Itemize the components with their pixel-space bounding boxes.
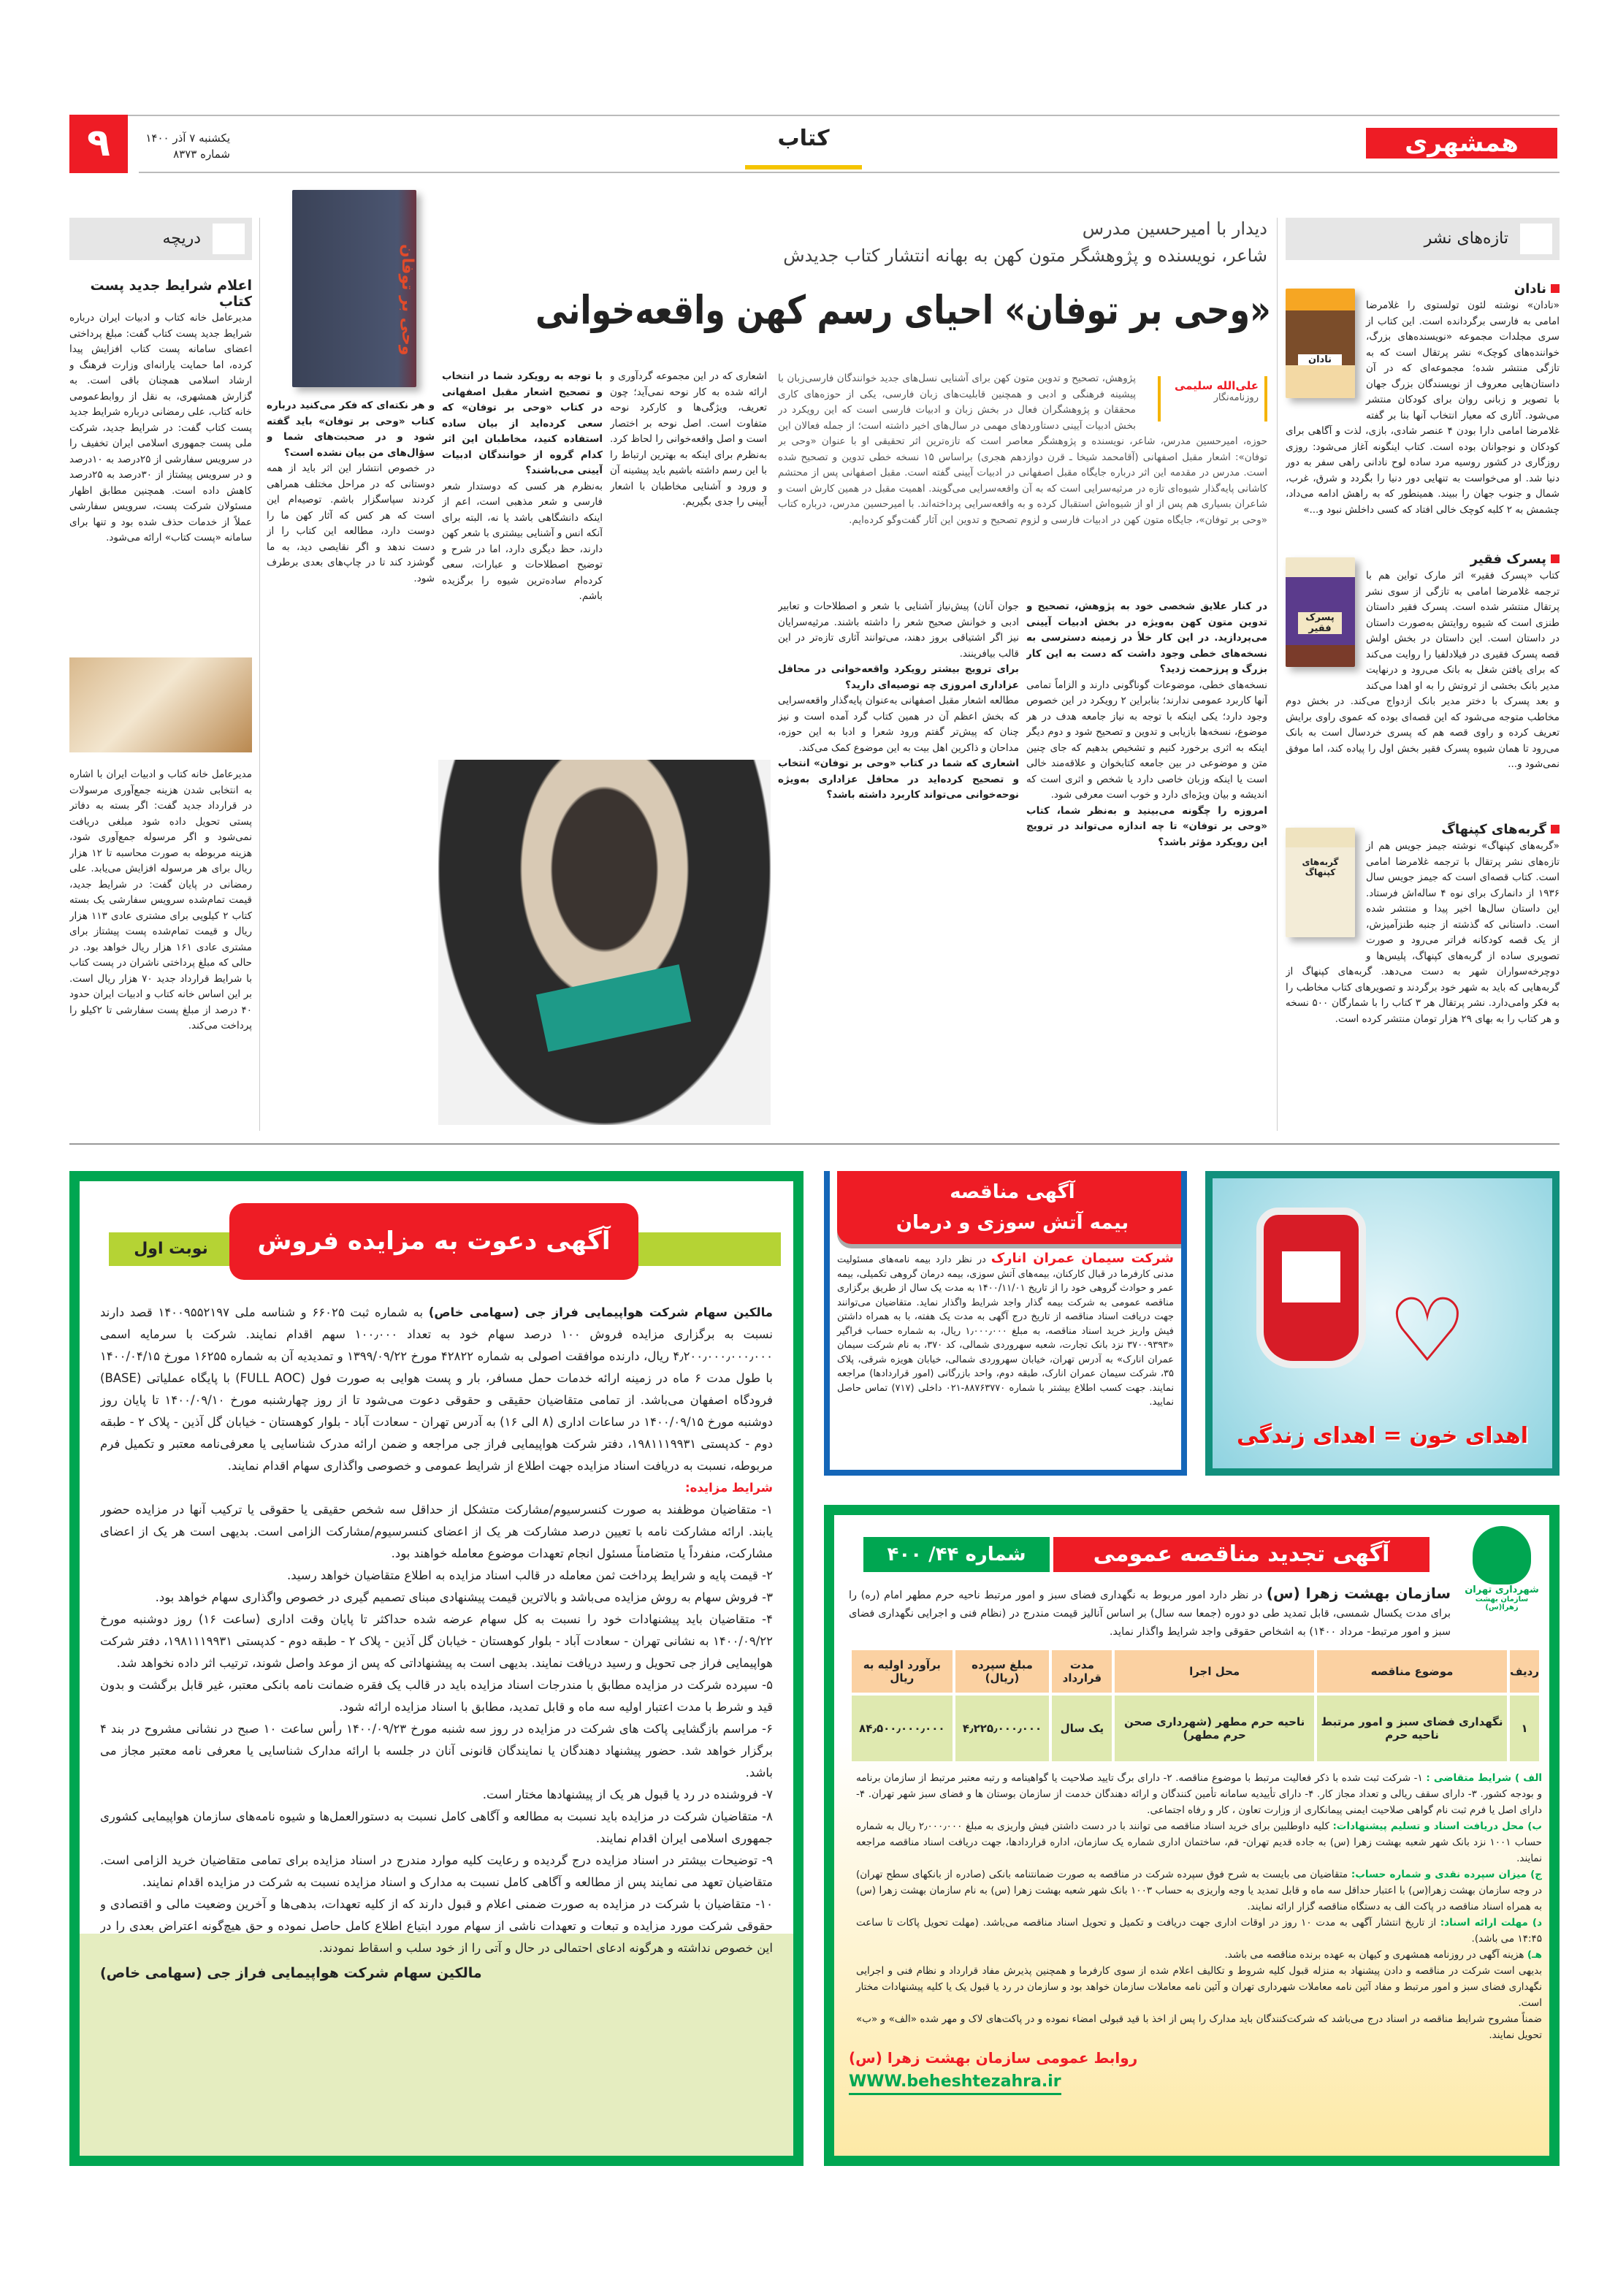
insurance-ad-body: شرکت سیمان عمران انارک در نظر دارد بیمه نامه‌های مسئولیت مدنی کارفرما در قبال کارکنان، بیمه‌های آتش سوزی، بیمه درمان گروهی تکمیلی، بیمه عمر و حوادث گروهی خود را از تاریخ ۱۴۰۰/۱۱/۰۱ به مدت یک سال از طریق برگزاری مناقصه عمومی به شرکت بیمه گذار واجد شرایط واگذار نماید. متقاضیان می‌توانند جهت دریافت اسناد مناقصه از تاریخ درج آگهی به مدت یک هفته، با به همراه داشتن فیش واریز خرید اسناد مناقصه، به مبلغ ۱٫۰۰۰٫۰۰۰ ریال، به شماره حساب فراگیر «۳۷۰۰۹۳۹۳ نزد بانک تجارت، شعبه سهروردی شمالی، کد ۳۷۰، به نام شرکت سیمان عمران انارک» به آدرس تهران، خیابان سهروردی شمالی، خیابان هویزه شرقی، پلاک ۳۵، شرکت سیمان عمران انارک، طبقه دوم، واحد بازرگانی (امور قراردادها) مراجعه نمایند. جهت کسب اطلاع بیشتر با شماره ۸۸۷۶۳۷۷۰-۰۲۱ داخلی (۷۱۷) تماس حاصل نمایید. (837, 1251, 1175, 1408)
article-headline-wrap (438, 281, 1271, 347)
auction-round-tag: نوبت اول (134, 1240, 208, 1258)
article-column-1: در کنار علایق شخصی خود به پژوهش، تصحیح و تدوین متون کهن به‌ویژه در بخش ادبیات آیینی می‌پردازید. در این کار خلأ در زمینه دسترسی به نسخه‌های خطی وجود داشت که دست به این کار بزرگ و پرزحمت زدید؟ نسخه‌های خطی، موضوعات گوناگونی دارند و الزاماً تمامی آنها کاربرد عمومی ندارند؛ بنابراین ۲ رویکرد در این خصوص وجود دارد؛ یکی اینکه با توجه به نیاز جامعه هدف در هر موضوع، نسخه‌ها بازیابی و تدوین و تصحیح شود و دوم دیگر اینکه به اثری برخورد کنیم و تشخیص بدهیم که جای چنین متن و موضوعی در بین جامعه کتابخوان و علاقه‌مند خالی است یا اینکه وزبان خاصی دارد یا شخص و اثری است که اندیشه و بیان ویژه‌ای دارد و خوب است معرفی شود. امروزه را چگونه می‌بینید و به‌نظر شما، کتاب «وحی بر توفان» تا چه اندازه می‌تواند در ترویج این رویکرد مؤثر باشد؟ (1026, 600, 1267, 848)
auction-owners: مالکین سهام شرکت هواپیمایی فراز جی (سهامی خاص) (428, 1305, 773, 1319)
window-text-2: مدیرعامل خانه کتاب و ادبیات ایران با اشاره به انتخابی شدن هزینه جمع‌آوری مرسولات در قرارداد جدید گفت: اگر بسته به دفاتر پستی تحویل داده شود مبلغی دریافت نمی‌شود و اگر مرسوله جمع‌آوری شود، هزینه مربوطه به صورت محاسبه تا ۱۲ هزار ریال برای هر مرسوله افزایش می‌یابد. علی رمضانی در پایان گفت: در شرایط جدید، قیمت تمام‌شده سرویس سفارشی یک بسته کتاب ۲ کیلویی برای مشتری عادی ۱۱۳ هزار ریال و قیمت تمام‌شده پست پیشتاز برای مشتری عادی ۱۶۱ هزار ریال خواهد بود. در حالی که مبلغ پرداختی ناشران در پست کتاب با شرایط قرارداد جدید ۷۰ هزار ریال است. بر این اساس خانه کتاب و ادبیات ایران حدود ۴۰ درصد از مبلغ پست سفارشی تا ۲کیلو را پرداخت می‌کند. (69, 768, 252, 1031)
header-rule-bottom (139, 172, 1560, 173)
window-text-1: مدیرعامل خانه کتاب و ادبیات ایران درباره شرایط جدید پست کتاب گفت: مبلغ پرداختی اعضای سامانه پست کتاب افزایش پیدا کرده، اما حمایت یارانه‌ای وزارت فرهنگ و ارشاد اسلامی همچنان باقی است. به گزارش همشهری، به نقل از روابط‌عمومی خانه کتاب، علی رمضانی درباره شرایط جدید پست کتاب گفت: در شرایط جدید، شرکت ملی پست جمهوری اسلامی ایران تخفیف را در سرویس سفارشی از ۲۵درصد به ۱۰درصد و در سرویس پیشتاز از ۳۰درصد به ۲۵درصد کاهش داده است. همچنین مطابق اظهار مسئولان شرکت پست، سرویس سفارشی عملاً از خدمات حذف شده بود و تنها برای سامانه «پست کتاب» ارائه می‌شود. (69, 312, 252, 544)
new-releases-list (1286, 281, 1560, 1129)
tender-table (849, 1647, 1542, 1764)
tender-signature: روابط عمومی سازمان بهشت زهرا (س) (849, 2049, 1138, 2067)
open-book-in-photo (536, 964, 691, 1052)
article-column-2: جوان آنان) پیش‌نیاز آشنایی با شعر و اصطلاحات و تعابیر ادبی و خوانش صحیح شعر را داشته باشند. مرثیه‌سرایان نیز اگر اشتیاقی بروز دهند، می‌توانند آثاری تازه‌تر در این قالب بیافرینند. برای ترویج بیشتر رویکرد واقعه‌خوانی در محافل عزاداری امروزی چه توصیه‌ای دارید؟ مطالعه اشعار مقبل اصفهانی به‌عنوان پایه‌گذار واقعه‌سرایی که بخش اعظم آن در همین کتاب گرد آمده است و نیز چنان که پیش‌تر گفتم ورود شعرا و ادبا به این حوزه، مداحان و ذاکرین اهل بیت به این موضوع کمک می‌کند. اشعاری که شما در کتاب «وحی بر توفان» انتخاب و تصحیح کرده‌اید در محافل عزاداری به‌ویژه نوحه‌خوانی می‌تواند کاربرد داشته باشد؟ (778, 600, 1019, 801)
book-cover-image: وحی بر توفان (292, 190, 416, 387)
blood-donation-ad (1205, 1171, 1560, 1476)
book-item (1286, 822, 1560, 1129)
tender-ad-title: آگهی تجدید مناقصه عمومی (1053, 1537, 1429, 1572)
auction-ad (69, 1171, 804, 2166)
tender-ad-body (849, 1584, 1542, 2148)
article-kicker-2: شاعر، نویسنده و پژوهشگر متون کهن به بهانه انتشار کتاب جدیدش (783, 245, 1267, 266)
tender-conditions: الف ) شرایط متقاضی : ۱- شرکت ثبت شده با ذکر فعالیت مرتبط با موضوع مناقصه. ۲- دارای برگ تایید صلاحیت یا گواهینامه و رتبه معتبر مرتبط از سازمان برنامه و بودجه کشور. ۳- دارای سقف ریالی و تعداد مجاز کار. ۴- دارای تأییدیه سامانه تأمین کنندگان و ارائه دهندگان خدمت از سازمان بوستان ها و فضای سبز شهر تهران. ۴- دارای اصل یا فرم ثبت نام گواهی صلاحیت ایمنی پیمانکاری از وزارت تعاون ، کار و رفاه اجتماعی. ب) محل دریافت اسناد و تسلیم پیشنهادات: کلیه داوطلبین برای خرید اسناد مناقصه می توانند با در دست داشتن فیش واریزی به مبلغ ۲٫۰۰۰٫۰۰۰ ریال به شماره حساب ۱۰۰۱ نزد بانک شهر شعبه بهشت زهرا (س) به جاده قدیم تهران- قم، ساختمان اداری شماره یک سازمان، اداره قراردادها، جهت دریافت اسناد مناقصه مراجعه نمایند. ج) میزان سپرده نقدی و شماره حساب: متقاضیان می بایست به شرح فوق سپرده شرکت در مناقصه به صورت ضمانتنامه بانکی (صادره از بانکهای سطح تهران) در وجه سازمان بهشت زهرا(س) با اعتبار حداقل سه ماه و قابل تمدید یا وجه واریزی به حساب ۱۰۰۳ بانک شهر شعبه بهشت زهرا (س) به نام سازمان بهشت زهرا (س) به همراه اسناد مناقصه در پاکت الف به دستگاه مناقصه گزار ارائه نمایند. د) مهلت ارائه اسناد: از تاریخ انتشار آگهی به مدت ۱۰ روز در اوقات اداری جهت دریافت و تکمیل و تحویل اسناد مناقصه می‌باشد. (مهلت تحویل پاکات تا ساعت ۱۴:۴۵ می باشد). هـ) هزینه آگهی در روزنامه همشهری و کیهان به عهده برنده مناقصه می باشد. بدیهی است شرکت در مناقصه و دادن پیشنهاد به منزله قبول کلیه شروط و تکالیف اعلام شده از سوی کارفرما و همچنین پذیرش مفاد قرارداد و نظام فنی و اجرایی نگهداری فضای سبز و امور مرتبط و مفاد آئین نامه معاملات شهرداری تهران و آئین نامه معاملات سازمان خواهد بود و سازمان در رد یا قبول یک یا کلیه پیشنهادات مختار است. ضمناً مشروح شرایط مناقصه در اسناد درج می‌باشد که شرکت‌کنندگان باید مدارک را پس از اخذ با قید قبولی امضاء نموده و در پاکت‌های لاک و مهر شده «الف» و «ب» تحویل نمایند. (856, 1772, 1543, 2041)
issue-number: شماره ۸۳۷۳ (173, 148, 230, 161)
book-title: پسرک فقیر (1286, 552, 1560, 567)
article-kicker-1: دیدار با امیرحسین مدرس (1082, 218, 1267, 239)
column-divider (259, 218, 260, 1131)
book-cover-image: نادان (1286, 289, 1355, 398)
article-headline: «وحی بر توفان» احیای رسم کهن واقعه‌خوانی (535, 287, 1271, 333)
book-title: نادان (1286, 281, 1560, 297)
new-releases-title: تازه‌های نشر (1424, 229, 1508, 248)
book-description: کتاب «پسرک فقیر» اثر مارک تواین هم با ترجمه غلامرضا امامی به تازگی از سوی نشر پرتقال منتشر شده است. پسرک فقیر داستان طنزی است که شیوه روایتش به‌صورت داستان در داستان است. این داستان در بخش اولش قصه پسرک فقیری در فیلادلفیا را روایت می‌کند که برای یافتن شغل به بانک می‌رود و درنهایت مدیر بانک بخشی از ثروتش را به او اهدا می‌کند و بعد پسرک با دختر مدیر بانک ازدواج می‌کند. در بخش دوم مخاطب متوجه می‌شود که این قصه‌ای بوده که عموی راوی برایش تعریف کرده و راوی قصه هم که پسری خردسال است به بانک می‌رود تا همان شیوه پسرک فقیر بخش اول را پیاده کند، اما موفق نمی‌شود و... (1286, 570, 1560, 770)
auction-conditions-title: شرایط مزایده: (685, 1481, 773, 1495)
window-column-title: دریچه (162, 229, 201, 248)
issue-date: یکشنبه ۷ آذر ۱۴۰۰ (145, 131, 230, 145)
book-cover-image: گربه‌های کپنهاگ (1286, 828, 1355, 937)
header-rule-top (69, 115, 1560, 116)
book-description: «نادان» نوشته لئون تولستوی را غلامرضا امامی به فارسی برگردانده است. این کتاب از سری مجلدات مجموعه «نویسنده‌های بزرگ، خواننده‌های کوچک» نشر پرتقال است که به تازگی منتشر شده؛ مجموعه‌ای که در آن داستان‌هایی معروف از نویسندگان بزرگ جهان با تصویر و زبانی روان برای کودکان منتشر می‌شود. آثاری که معیار انتخاب آنها بنا بر گفته غلامرضا امامی دارا بودن ۴ عنصر شادی، بازی، لذت و آگاهی برای کودکان و نوجوانان بوده است. کتاب اینگونه آغاز می‌شود: روزی روزگاری در کشور روسیه مرد ساده لوح نادانی راهی سفر به دور دنیا شد. او می‌خواست به تنهایی دور دنیا را بگردد و شرق، غرب، شمال و جنوب جهان را ببیند. همینطور که به راهش ادامه می‌داد، چشمش به ۲ کلبه کوچک خالی افتاد که کسی داخلش نبود و...» (1286, 300, 1560, 516)
auction-signature: مالکین سهام شرکت هواپیمایی فراز جی (سهامی خاص) (100, 1965, 482, 1981)
cemetery-tender-ad (824, 1505, 1560, 2166)
heart-icon: ♡ (1388, 1281, 1467, 1382)
book-title: گربه‌های کپنهاگ (1286, 822, 1560, 837)
section-underline (745, 165, 862, 169)
author-name: علی‌الله سلیمی (1175, 379, 1259, 392)
new-releases-header (1286, 218, 1560, 260)
column-divider (1277, 218, 1278, 1131)
window-column-header (69, 218, 252, 260)
table-row: ۱ نگهداری فضای سبز و امور مرتبط ناحیه حرم ناحیه حرم مطهر (شهرداری صحن حرم مطهر) یک سال ۴٫۲۲۵٫۰۰۰٫۰۰۰ ۸۴٫۵۰۰٫۰۰۰٫۰۰۰ (852, 1696, 1539, 1761)
page-number: ۹ (69, 115, 128, 173)
book-description: «گربه‌های کپنهاگ» نوشته جیمز جویس هم از تازه‌های نشر پرتقال با ترجمه غلامرضا امامی است. کتاب قصه‌ای است که جیمز جویس سال ۱۹۳۶ از دانمارک برای نوه ۴ ساله‌اش فرستاد. این داستان سال‌ها اخیر پیدا و منتشر شده است. داستانی که گذشته از جنبه طنزآمیزش، از یک قصه کودکانه فراتر می‌رود و صورت تصویری ساده از گربه‌های کپنهاگ، پلیس‌ها و دوچرخه‌سواران شهر به دست می‌دهد. گربه‌های کپنهاگ از گربه‌هایی که باید به شهر خود برگردند و تصویرهای کتاب مخاطب را به فکر وامی‌دارد. نشر پرتقال هر ۳ کتاب را با شمارگان ۵۰۰ نسخه و هر کتاب را به بهای ۲۹ هزار تومان منتشر کرده است. (1286, 840, 1560, 1025)
newspaper-logo: همشهری (1366, 128, 1557, 159)
section-title: کتاب (777, 126, 830, 151)
book-parcel-photo (69, 657, 252, 752)
book-item (1286, 552, 1560, 822)
table-header-row: ردیف موضوع مناقصه محل اجرا مدت قرارداد مبلغ سپرده (ریال) برآورد اولیه به ریال (852, 1650, 1539, 1693)
article-column-5: و هر نکته‌ای که فکر می‌کنید درباره کتاب «وحی بر توفان» باید گفته شود و در صحبت‌های شما و سؤال‌های من بیان نشده است؟ در خصوص انتشار این اثر باید از همه دوستانی که در مراحل مختلف همراهی کردند سپاسگزار باشم. توصیه‌ام این است که هر کس که آثار کهن ما را دوست دارد، مطالعه این کتاب را از دست ندهد و اگر نقایصی دید، به ما گوشزد کند تا در چاپ‌های بعدی برطرف شود. (267, 400, 435, 584)
page-divider (69, 1143, 1560, 1145)
insurance-ad (824, 1171, 1187, 1476)
author-role: روزنامه‌نگار (1213, 392, 1259, 403)
book-item (1286, 281, 1560, 552)
window-headline: اعلام شرایط جدید پست کتاب (90, 278, 252, 310)
insurance-ad-title: آگهی مناقصه بیمه آتش سوزی و درمان (837, 1171, 1187, 1244)
blood-bag-icon (1256, 1208, 1366, 1368)
article-column-3: اشعاری که در این مجموعه گردآوری و ارائه شده به کار نوحه نمی‌آید؛ چون تعریف، ویژگی‌ها و کارکرد نوحه متفاوت است. اصل نوحه بر اختصار است و اصل واقعه‌خوانی را لحاظ کرد. به‌نظرم برای اینکه به بهترین ارتباط را با این رسم داشته باشیم باید پیشینه آن و ورود و آشنایی مخاطبان با اشعار آیینی را جدی بگیریم. (610, 370, 767, 508)
insurance-company: شرکت سیمان عمران انارک (990, 1251, 1174, 1266)
interviewee-photo (438, 760, 771, 1125)
tender-website-link[interactable]: WWW.beheshtezahra.ir (849, 2071, 1061, 2095)
auction-ad-title: آگهی دعوت به مزایده فروش سهام (229, 1203, 638, 1280)
article-intro: پژوهش، تصحیح و تدوین متون کهن برای آشنایی نسل‌های جدید خوانندگان فارسی‌زبان با پیشینه فرهنگی و ادبی و همچنین قابلیت‌های زبان فارسی، یکی از حوزه‌های کاری محققان و پژوهشگران فعال در بخش زبان و ادبیات فارسی است که این رویکرد در بخش ادبیات آیینی دستاوردهای مهمی در سال‌های اخیر داشته است؛ از جمله فعالان این حوزه، امیرحسین مدرس، شاعر، نویسنده و پژوهشگر معاصر است که تازه‌ترین اثر تحقیقی او با عنوان «وحی بر توفان»: اشعار مقبل اصفهانی (آقامحمد شیخا ـ قرن دوازدهم هجری) براساس ۱۵ نسخه خطی تدوین و تصحیح شده است. مدرس در مقدمه این اثر درباره جایگاه مقبل اصفهانی در ادبیات آیینی گفته است. مقبل اصفهانی پس از محتشم کاشانی پایه‌گذار شیوه‌ای تازه در مرثیه‌سرایی است که به آن واقعه‌سرایی می‌گویند. اهمیت مقبل در همین کارش است و شاعران بسیاری هم پس از او از شیوه‌اش استقبال کرده و به واقعه‌سرایی پرداخته‌اند. با امیرحسین مدرس، درباره کتاب «وحی بر توفان»، جایگاه متون کهن در ادبیات فارسی و لزوم تصحیح و تدوین این آثار گفت‌وگو کرده‌ایم. (778, 373, 1267, 526)
issue-info (135, 130, 230, 162)
tender-intro: سازمان بهشت زهرا (س) در نظر دارد امور مربوط به نگهداری فضای سبز و امور مرتبط ناحیه حرم مطهر امام (ره) را برای مدت یکسال شمسی، قابل تمدید طی دو دوره (جمعا سه سال) بر اساس آنالیز قیمت مندرج در (نظام فنی و اجرایی نگهداری فضای سبز و امور مرتبط- مرداد ۱۴۰۰) به اشخاص حقوقی واجد شرایط واگذار نماید. (849, 1584, 1451, 1638)
blood-donation-slogan: اهدای خون = اهدای زندگی (1237, 1423, 1528, 1449)
tender-number: شماره ۴۴/ ۴۰۰ (863, 1537, 1050, 1572)
tehran-municipality-logo: شهرداری تهران سازمان بهشت زهرا(س) (1462, 1526, 1542, 1612)
auction-ad-body: مالکین سهام شرکت هواپیمایی فراز جی (سهامی خاص) به شماره ثبت ۶۶۰۲۵ و شناسه ملی ۱۴۰۰۹۵۵۲۱۹۷ قصد دارند نسبت به برگزاری مزایده فروش ۱۰۰ درصد سهام خود به تعداد ۱۰۰٫۰۰۰ سهم اقدام نمایند. شرکت با سرمایه اسمی ۴٫۲۰۰٫۰۰۰٫۰۰۰٫۰۰۰ ریال، دارنده موافقت اصولی به شماره ۴۲۸۲۲ مورخ ۱۳۹۹/۰۹/۲۲ و تمدیدیه آن به شماره ۱۶۲۵۵ مورخ ۱۴۰۰/۰۴/۱۵ با طول مدت ۶ ماه در زمینه ارائه خدمات حمل مسافر، بار و پست هوایی به صورت فول (FULL AOC) با پایگاه عملیاتی (BASE) فرودگاه اصفهان می‌باشد. از تمامی متقاضیان حقیقی و حقوقی دعوت می‌شود تا از روز چهارشنبه مورخ ۱۴۰۰/۰۹/۱۰ تا پایان روز دوشنبه مورخ ۱۴۰۰/۰۹/۱۵ در ساعات اداری (۸ الی ۱۶) به آدرس تهران - سعادت آباد - بلوار کوهستان - خیابان گل آذین - پلاک ۲ - طبقه دوم - کدپستی ۱۹۸۱۱۱۹۹۳۱، دفتر شرکت هواپیمایی فراز جی مراجعه و ضمن ارائه مدرک شناسایی یا معرفی‌نامه معتبر و تکمیل فرم مربوطه، نسبت به دریافت اسناد مزایده جهت اطلاع از شرایط عمومی و خصوصی واگذاری سهام اقدام نمایند. شرایط مزایده: ۱- متقاضیان موظفند به صورت کنسرسیوم/مشارکت متشکل از حداقل سه شخص حقیقی یا حقوقی یا ترکیب آنها در مزایده حضور یابند. ارائه مشارکت نامه با تعیین درصد مشارکت هر یک از اعضای کنسرسیوم/مشارکت الزامی است. بدیهی است هر یک از اعضای مشارکت، منفرداً یا متضامناً مسئول انجام تعهدات موضوع معامله خواهند بود. ۲- قیمت پایه و شرایط پرداخت ثمن معامله در قالب اسناد مزایده به اطلاع متقاضیان خواهد رسید. ۳- فروش سهام به روش مزایده می‌باشد و بالاترین قیمت پیشنهادی مبنای تصمیم گیری در خصوص واگذاری سهام خواهد بود. ۴- متقاضیان باید پیشنهادات خود را نسبت به کل سهام عرضه شده حداکثر تا پایان وقت اداری (ساعت ۱۶) روز دوشنبه مورخ ۱۴۰۰/۰۹/۲۲ به نشانی تهران - سعادت آباد - بلوار کوهستان - خیابان گل آذین - پلاک ۲ - طبقه دوم - کدپستی ۱۹۸۱۱۱۹۹۳۱، دفتر شرکت هواپیمایی فراز جی تحویل و رسید دریافت نمایند. بدیهی است به پیشنهاداتی که پس از موعد واصل شوند، ترتیب اثر داده نخواهد شد. ۵- سپرده شرکت در مزایده مطابق با مندرجات اسناد مزایده باید در قالب یک فقره ضمانت نامه بانکی معتبر، غیر قابل برگشت و بدون قید و شرط با مدت اعتبار اولیه سه ماه و قابل تمدید، مطابق با اسناد مزایده ارائه شود. ۶- مراسم بازگشایی پاکت های شرکت در مزایده در روز سه شنبه مورخ ۱۴۰۰/۰۹/۲۳ رأس ساعت ۱۰ صبح در نشانی مشروح در بند ۴ برگزار خواهد شد. حضور پیشنهاد دهندگان یا نمایندگان قانونی آنان در جلسه با ارائه مدارک شناسایی یا معرفی نامه معتبر مجاز می باشد. ۷- فروشنده در رد یا قبول هر یک از پیشنهادها مختار است. ۸- متقاضیان شرکت در مزایده باید نسبت به مطالعه و آگاهی کامل نسبت به دستورالعمل‌ها و شیوه نامه‌های سازمان هواپیمایی کشوری جمهوری اسلامی ایران اقدام نمایند. ۹- توضیحات بیشتر در اسناد مزایده درج گردیده و رعایت کلیه موارد مندرج در اسناد مزایده برای تمامی متقاضیان خرید الزامی است. متقاضیان تعهد می نمایند پس از مطالعه و آگاهی کامل نسبت به مدارک و اسناد مزایده نسبت به شرکت در مزایده اقدام نمایند. ۱۰- متقاضیان با شرکت در مزایده به صورت ضمنی اعلام و قبول دارند که از کلیه تعهدات، بدهی‌ها و آخرین وضعیت مالی و اقتصادی و حقوقی شرکت مورد مزایده و تبعات و تعهدات ناشی از سهام مورد ابتیاع اطلاع کامل حاصل نموده و حق هیچ‌گونه اعتراض بعدی را در این خصوص نداشته و هرگونه ادعای احتمالی در حال و آتی را از خود سلب و اسقاط نمودند. مالکین سهام شرکت هواپیمایی فراز جی (سهامی خاص) (100, 1302, 773, 2141)
book-cover-image: پسرک فقیر (1286, 557, 1355, 667)
article-column-4: با توجه به رویکرد شما در انتخاب و تصحیح اشعار مقبل اصفهانی در کتاب «وحی بر توفان» که سعی کرده‌اید از بیان ساده استفاده کنید، مخاطبان این اثر کدام گروه از خوانندگان ادبیات آیینی می‌باشند؟ به‌نظرم هر کسی که دوستدار شعر فارسی و شعر مذهبی است، اعم از اینکه دانشگاهی باشد یا نه، البته برای آنکه انس و آشنایی بیشتری با شعر کهن دارند، حظ دیگری دارد، اما در شرح و توضیح اصطلاحات و عبارات، سعی کرده‌ام ساده‌ترین شیوه را برگزیده باشم. (442, 370, 603, 602)
